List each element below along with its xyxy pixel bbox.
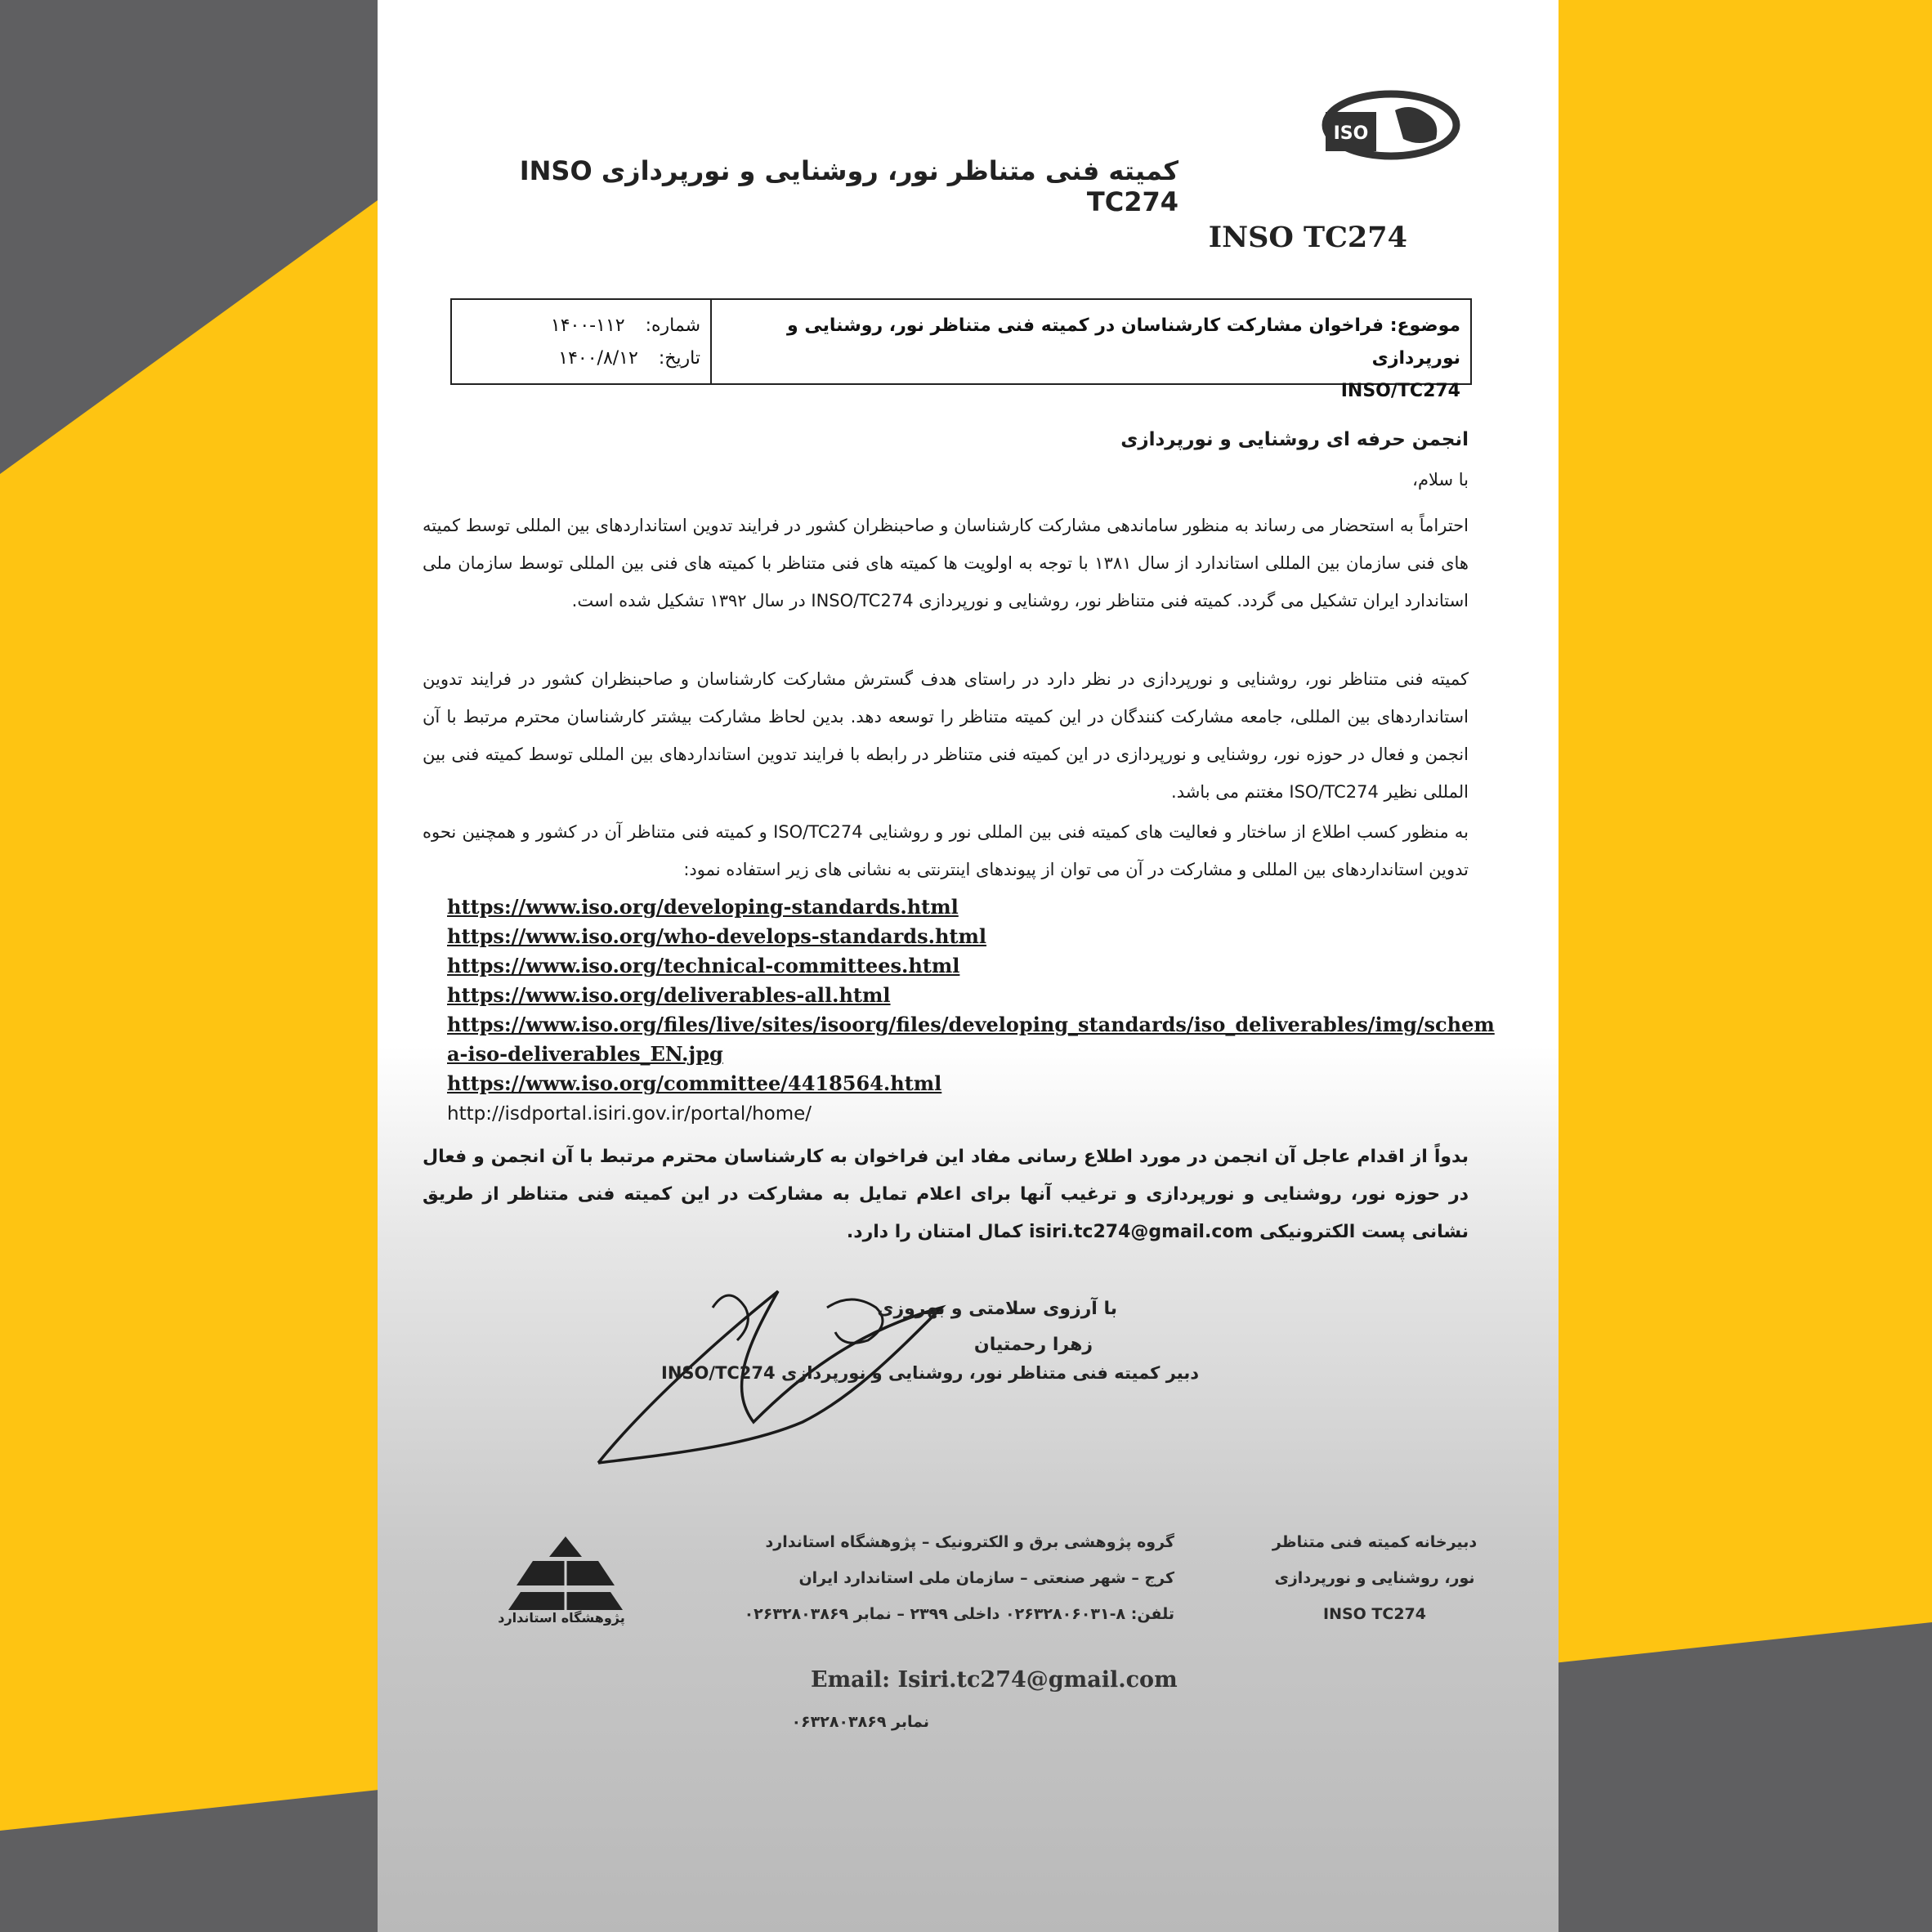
- paragraph-1: احتراماً به استحضار می رساند به منظور ساماندهی مشارکت کارشناسان و صاحبنظران کشور در فرایند تدوین استانداردهای بین المللی توسط کمیته های فنی سازمان بین المللی استاندارد از سال ۱۳۸۱ با توجه به اولویت ها کمیته های فنی متناظر با کمیته های فنی بین المللی توسط سازمان ملی استاندارد ایران تشکیل می گردد. کمیته فنی متناظر نور، روشنایی و نورپردازی INSO/TC274 در سال ۱۳۹۲ تشکیل شده است.: [423, 516, 1469, 610]
- page-title-en: INSO TC274: [1208, 221, 1407, 254]
- closing-text: با آرزوی سلامتی و بهروزی: [877, 1299, 1117, 1319]
- date-row: [463, 342, 700, 375]
- closing-line: [709, 1291, 1117, 1363]
- link-isdportal[interactable]: http://isdportal.isiri.gov.ir/portal/home/: [447, 1103, 812, 1125]
- link-deliverables-image-cont[interactable]: a-iso-deliverables_EN.jpg: [447, 1042, 723, 1066]
- link-deliverables-image[interactable]: https://www.iso.org/files/live/sites/isoorg/files/developing_standards/iso_deliverables/img/schem: [447, 1013, 1495, 1036]
- footer-right-line-1: دبیرخانه کمیته فنی متناظر: [1272, 1533, 1478, 1551]
- link-developing-standards[interactable]: https://www.iso.org/developing-standards.html: [447, 895, 959, 919]
- paragraph-2: کمیته فنی متناظر نور، روشنایی و نورپردازی در نظر دارد در راستای هدف گسترش مشارکت کارشناسان و صاحبنظران کشور در فرایند تدوین استانداردهای بین المللی، جامعه مشارکت کنندگان در این کمیته متناظر را توسعه دهد. بدین لحاظ مشارکت بیشتر کارشناسان محترم مرتبط با آن انجمن و فعال در حوزه نور، روشنایی و نورپردازی در این کمیته فنی متناظر در رابطه با فرایند تدوین استانداردهای بین المللی توسط کمیته فنی بین المللی نظیر ISO/TC274 مغتنم می باشد.: [423, 669, 1469, 802]
- subject-box: [450, 298, 1472, 401]
- number-label: شماره:: [645, 315, 700, 336]
- logo-caption: پژوهشگاه استاندارد: [498, 1610, 625, 1626]
- subject-code: INSO/TC274: [1340, 381, 1460, 401]
- letter-page: [378, 0, 1559, 1932]
- footer-right-line-3: INSO TC274: [1323, 1605, 1426, 1623]
- date-label: تاریخ:: [658, 348, 700, 369]
- link-who-develops[interactable]: https://www.iso.org/who-develops-standards.html: [447, 924, 986, 948]
- number-row: [463, 310, 700, 342]
- number-date-block: [463, 310, 700, 375]
- subject-divider: [710, 300, 712, 383]
- link-technical-committees[interactable]: https://www.iso.org/technical-committees.html: [447, 954, 960, 977]
- date-value: ۱۴۰۰/۸/۱۲: [558, 348, 638, 369]
- footer-line-1: گروه پژوهشی برق و الکترونیک – پژوهشگاه استاندارد: [765, 1533, 1174, 1551]
- link-list: [447, 892, 1495, 1129]
- signer-title: دبیر کمیته فنی متناظر نور، روشنایی و نورپردازی INSO/TC274: [661, 1363, 1199, 1383]
- paragraph-4: بدواً از اقدام عاجل آن انجمن در مورد اطلاع رسانی مفاد این فراخوان به کارشناسان محترم مرتبط با آن انجمن و فعال در حوزه نور، روشنایی و نورپردازی و ترغیب آنها برای اعلام تمایل به مشارکت در این کمیته فنی متناظر از طریق نشانی پست الکترونیکی isiri.tc274@gmail.com کمال امتنان را دارد.: [423, 1147, 1469, 1242]
- link-committee[interactable]: https://www.iso.org/committee/4418564.html: [447, 1071, 942, 1095]
- greeting: با سلام،: [1412, 470, 1469, 490]
- page-title-fa: کمیته فنی متناظر نور، روشنایی و نورپردازی INSO TC274: [519, 155, 1178, 217]
- number-value: ۱۱۲-۱۴۰۰: [550, 315, 625, 336]
- link-deliverables-all[interactable]: https://www.iso.org/deliverables-all.html: [447, 983, 891, 1007]
- footer-right: [1268, 1524, 1481, 1632]
- subject-line: موضوع: فراخوان مشارکت کارشناسان در کمیته فنی متناظر نور، روشنایی و نورپردازی: [787, 315, 1460, 369]
- iso-logo-icon: [1317, 86, 1460, 163]
- svg-text:ISO: ISO: [1333, 123, 1369, 144]
- recipient: انجمن حرفه ای روشنایی و نورپردازی: [1120, 429, 1469, 450]
- signer-name: زهرا رحمتیان: [973, 1335, 1093, 1355]
- footer-right-line-2: نور، روشنایی و نورپردازی: [1274, 1569, 1475, 1587]
- footer-fax: نمابر ۰۶۳۲۸۰۳۸۶۹: [791, 1713, 929, 1731]
- paragraph-3: به منظور کسب اطلاع از ساختار و فعالیت های کمیته فنی بین المللی نور و روشنایی ISO/TC274 و کمیته فنی متناظر آن در کشور و همچنین نحوه تدوین استانداردهای بین المللی و مشارکت در آن می توان از پیوندهای اینترنتی به نشانی های زیر استفاده نمود:: [423, 822, 1469, 879]
- footer-line-3: تلفن: ۸-۰۲۶۳۲۸۰۶۰۳۱ داخلی ۲۳۹۹ – نمابر ۰۲۶۳۲۸۰۳۸۶۹: [744, 1605, 1174, 1623]
- footer-line-2: کرج – شهر صنعتی – سازمان ملی استاندارد ایران: [798, 1569, 1174, 1587]
- footer-email: Email: Isiri.tc274@gmail.com: [811, 1667, 1178, 1693]
- footer-center: [684, 1524, 1174, 1632]
- subject-text: [725, 310, 1460, 408]
